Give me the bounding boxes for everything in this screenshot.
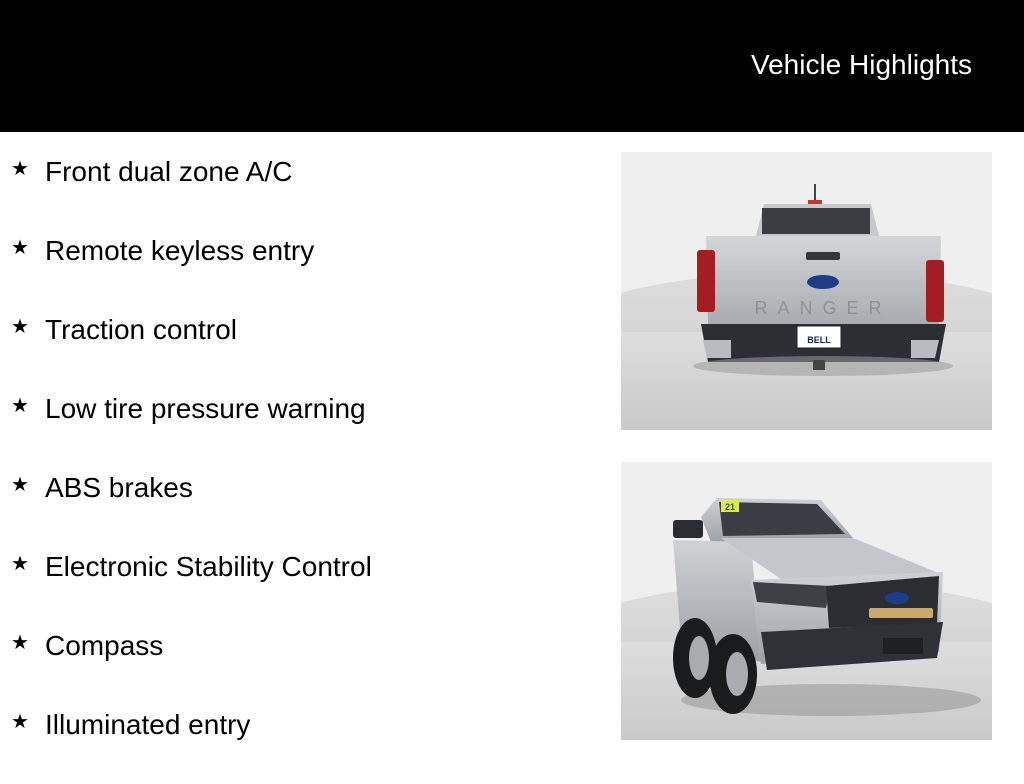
star-icon: ★ — [11, 632, 29, 654]
tailgate-text: RANGER — [754, 298, 892, 318]
feature-label: Front dual zone A/C — [45, 156, 293, 187]
feature-item — [0, 547, 600, 626]
feature-item — [0, 310, 600, 389]
star-icon: ★ — [11, 553, 29, 575]
feature-label: ABS brakes — [45, 472, 193, 503]
feature-item — [0, 152, 600, 231]
page-title: Vehicle Highlights — [750, 49, 972, 80]
feature-list — [0, 152, 600, 784]
dealer-sticker-text: 21 — [724, 502, 736, 512]
feature-item — [0, 389, 600, 468]
feature-item — [0, 626, 600, 705]
feature-item — [0, 705, 600, 784]
feature-label: Traction control — [45, 314, 237, 345]
feature-item — [0, 231, 600, 310]
header-bar — [0, 0, 1024, 132]
star-icon: ★ — [11, 316, 29, 338]
truck-front-illustration — [621, 462, 992, 740]
license-plate-text: BELL — [807, 335, 831, 345]
truck-front-photo — [621, 462, 992, 740]
feature-label: Illuminated entry — [45, 709, 251, 740]
feature-label: Electronic Stability Control — [45, 551, 372, 582]
feature-item — [0, 468, 600, 547]
star-icon: ★ — [11, 711, 29, 733]
feature-label: Compass — [45, 630, 164, 661]
feature-label: Remote keyless entry — [45, 235, 315, 266]
star-icon: ★ — [11, 395, 29, 417]
star-icon: ★ — [11, 237, 29, 259]
truck-rear-photo — [621, 152, 992, 430]
truck-rear-illustration — [621, 152, 992, 430]
feature-label: Low tire pressure warning — [45, 393, 366, 424]
star-icon: ★ — [11, 474, 29, 496]
star-icon: ★ — [11, 158, 29, 180]
